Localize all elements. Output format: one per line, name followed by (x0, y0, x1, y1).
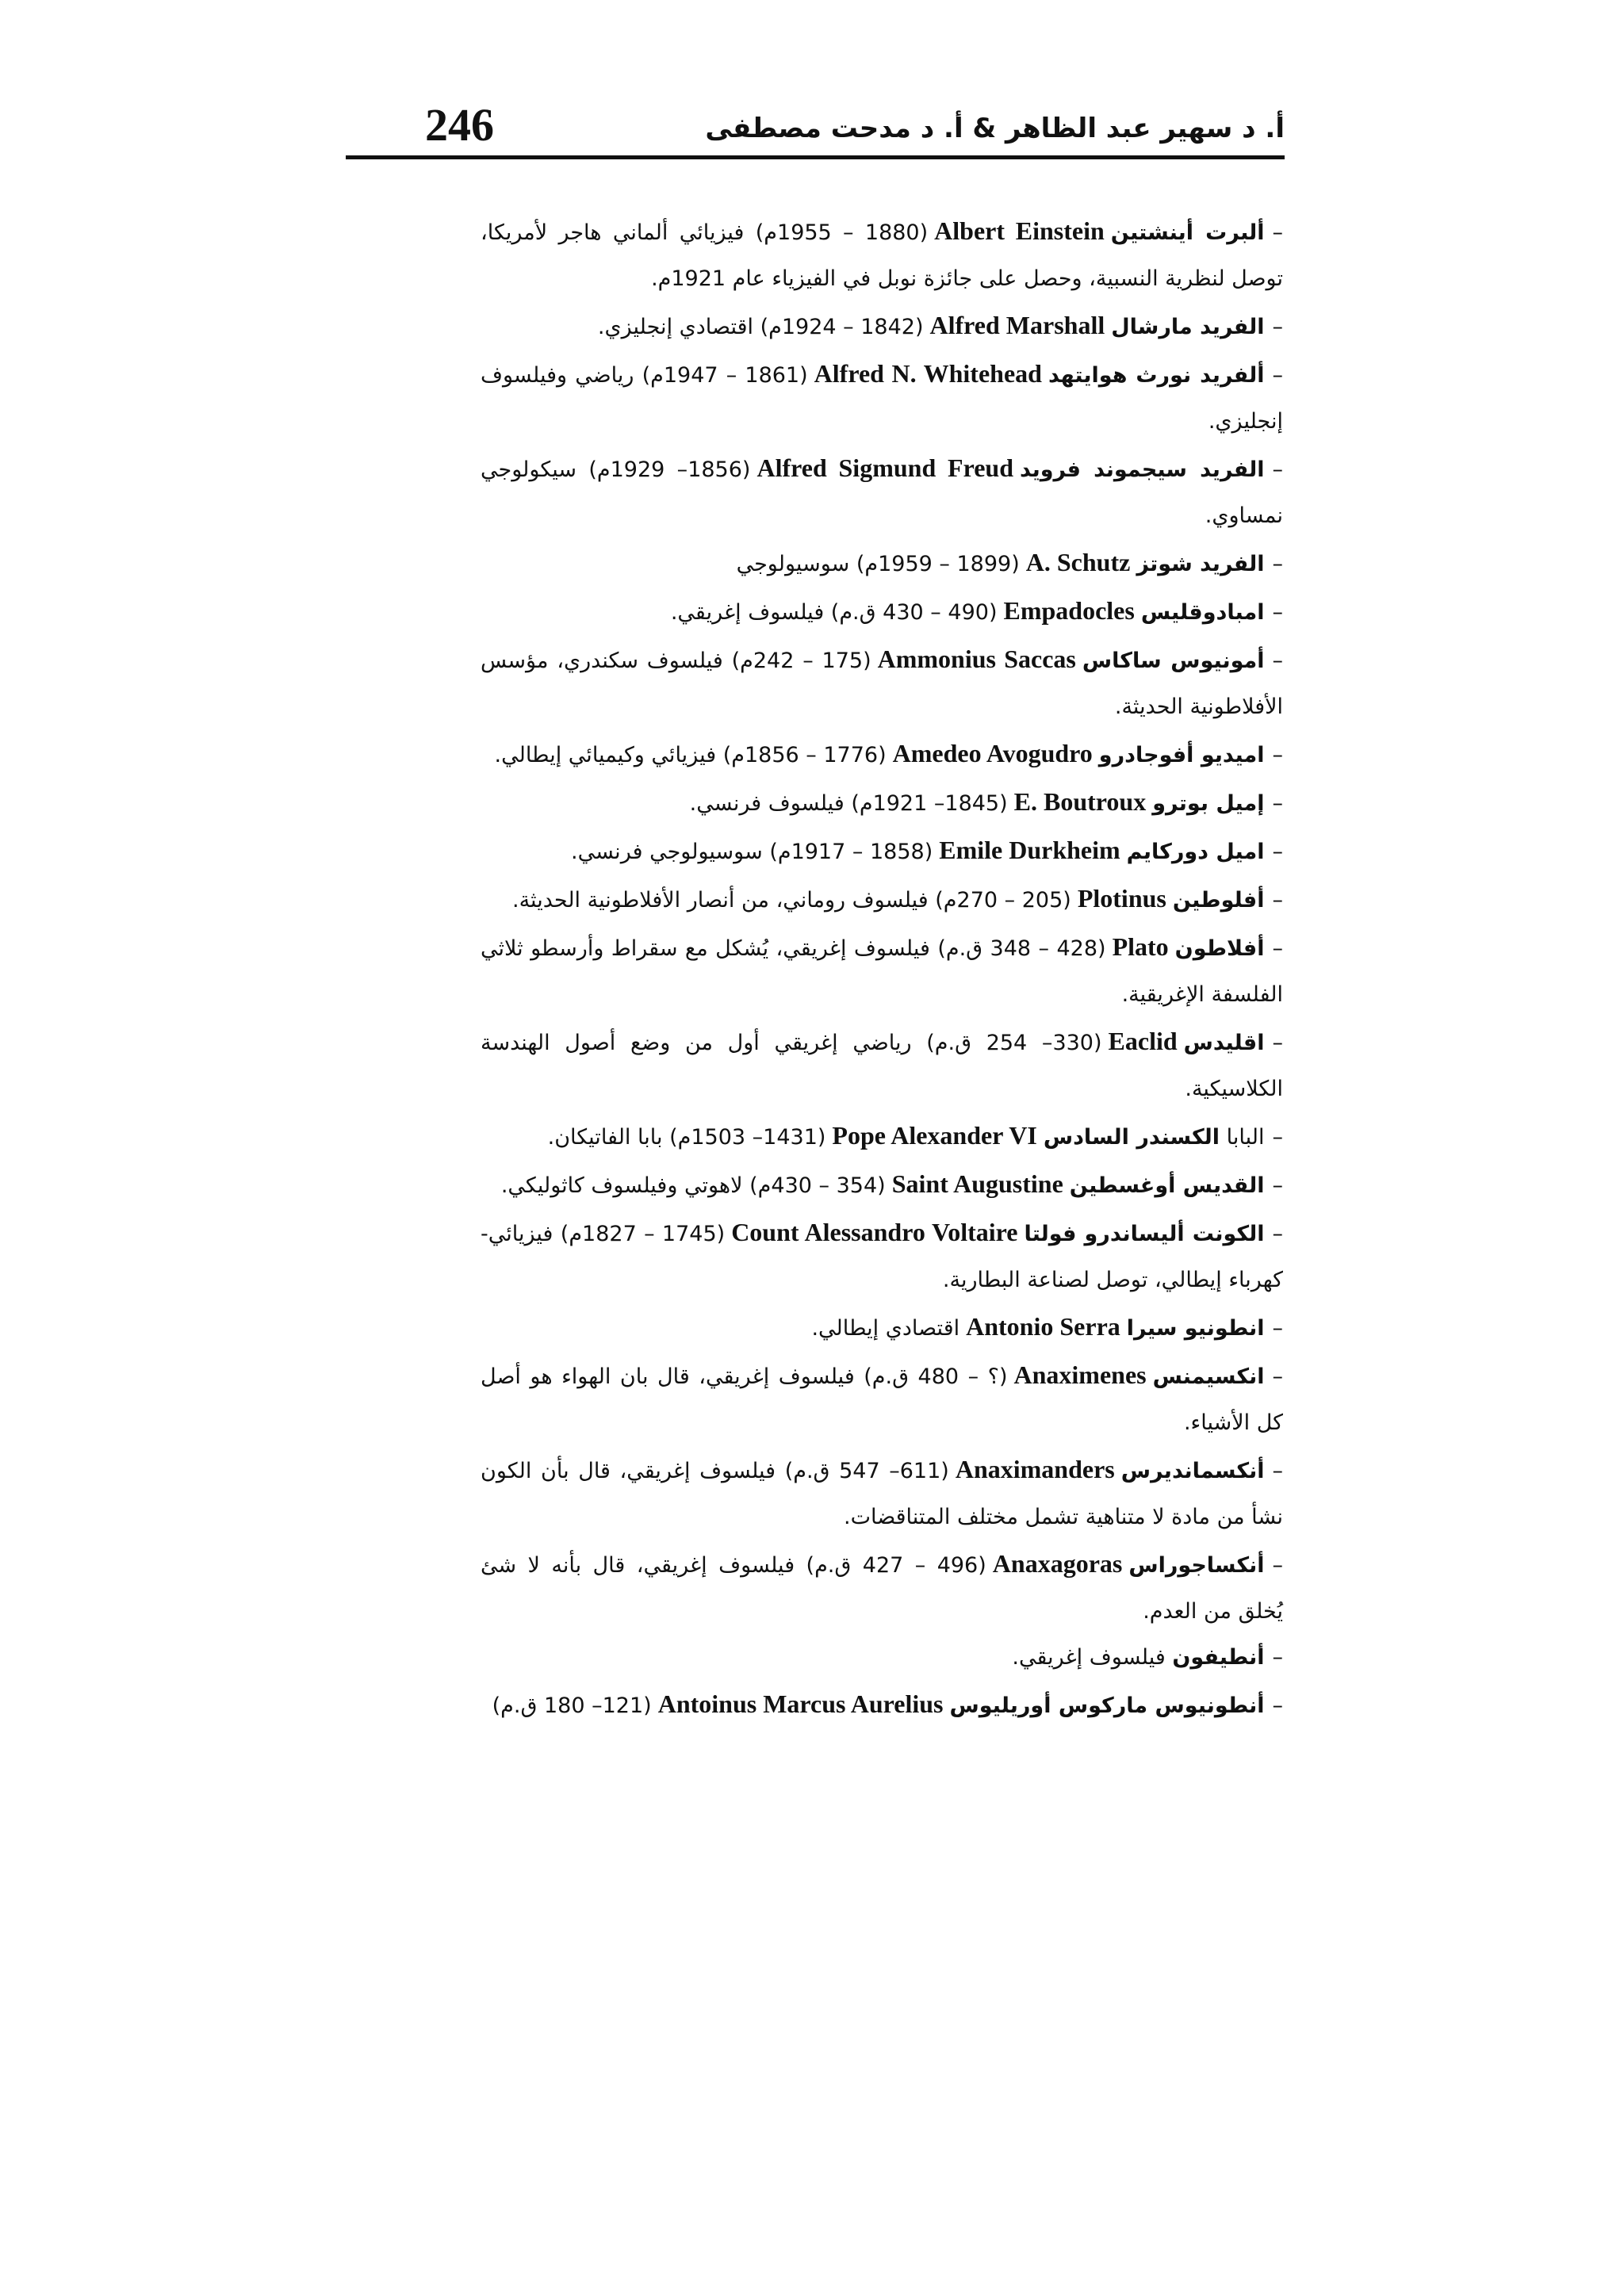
glossary-entry (481, 208, 1283, 302)
glossary-entry (481, 1161, 1283, 1209)
entry-arabic-name: أنكساجوراس (1128, 1553, 1265, 1578)
entry-dash: – (1272, 791, 1283, 816)
entry-latin-name: Plato (1112, 932, 1169, 961)
entry-arabic-name: اميديو أفوجادرو (1098, 743, 1265, 767)
glossary-entry (481, 587, 1283, 636)
entry-description: (354 – 430م) لاهوتي وفيلسوف كاثوليكي. (500, 1173, 886, 1198)
entry-latin-name: A. Schutz (1025, 548, 1131, 576)
entry-arabic-name: امبادوقليس (1140, 600, 1265, 625)
entry-arabic-name: الفريد مارشال (1111, 315, 1265, 339)
entry-arabic-name: القديس أوغسطين (1069, 1173, 1265, 1198)
entry-latin-name: Amedeo Avogudro (892, 739, 1093, 767)
entry-description: (205 – 270م) فيلسوف روماني، من أنصار الأفلاطونية الحديثة. (512, 888, 1071, 913)
entry-dash: – (1272, 840, 1283, 864)
entry-latin-name: Alfred N. Whitehead (814, 359, 1042, 388)
entry-description: (496 – 427 ق.م) فيلسوف إغريقي، قال بأنه لا شئ يُخلق من العدم. (481, 1553, 1283, 1624)
entry-dash: – (1272, 936, 1283, 961)
entry-description: (330– 254 ق.م) رياضي إغريقي أول من وضع أصول الهندسة الكلاسيكية. (481, 1031, 1283, 1101)
glossary-entry (481, 875, 1283, 924)
entry-dash: – (1272, 1693, 1283, 1718)
page-number: 246 (425, 99, 494, 151)
entry-description: (1431– 1503م) بابا الفاتيكان. (547, 1125, 826, 1150)
entry-arabic-name: الكونت أليساندرو فولتا (1024, 1222, 1265, 1246)
entry-description: (1861 – 1947م) رياضي وفيلسوف إنجليزي. (481, 363, 1283, 434)
entry-description: (490 – 430 ق.م) فيلسوف إغريقي. (670, 600, 998, 625)
glossary-entry (481, 924, 1283, 1018)
entry-dash: – (1272, 220, 1284, 245)
glossary-entry (481, 539, 1283, 587)
entry-latin-name: Anaximenes (1013, 1360, 1147, 1389)
glossary-entry (481, 1681, 1283, 1729)
glossary-entry (481, 1112, 1283, 1161)
glossary-entry (481, 1635, 1283, 1681)
entry-arabic-name: انطونيو سيرا (1126, 1316, 1265, 1341)
entry-latin-name: Antonio Serra (966, 1312, 1120, 1341)
glossary-entry (481, 730, 1283, 779)
entry-description: (1856– 1929م) سيكولوجي نمساوي. (481, 457, 1283, 528)
entry-description: (1776 – 1856م) فيزيائي وكيميائي إيطالي. (494, 743, 887, 767)
entry-arabic-name: أنكسمانديرس (1120, 1459, 1265, 1483)
entry-dash: – (1272, 457, 1283, 482)
entry-arabic-name: اميل دوركايم (1126, 840, 1265, 864)
entry-dash: – (1272, 1364, 1283, 1389)
entry-description: (121– 180 ق.م) (492, 1693, 652, 1718)
entry-latin-name: Albert Einstein (934, 216, 1105, 245)
glossary-entry (481, 779, 1283, 827)
entry-dash: – (1272, 649, 1284, 673)
entry-latin-name: Alfred Marshall (929, 311, 1105, 339)
entry-dash: – (1272, 1031, 1283, 1055)
entry-description: (1845– 1921م) فيلسوف فرنسي. (689, 791, 1008, 816)
entry-arabic-name: ألبرت أينشتين (1110, 220, 1265, 245)
entry-arabic-name: الفريد شوتز (1136, 552, 1265, 576)
glossary-entry (481, 1352, 1283, 1446)
entry-latin-name: Plotinus (1077, 884, 1166, 913)
entry-dash: – (1272, 1173, 1283, 1198)
header-rule (346, 155, 1285, 159)
running-head-authors: أ. د سهير عبد الظاهر & أ. د مدحت مصطفى (705, 113, 1285, 144)
entry-latin-name: Anaximanders (955, 1455, 1115, 1483)
entry-description: (611– 547 ق.م) فيلسوف إغريقي، قال بأن الكون نشأ من مادة لا متناهية تشمل مختلف المتناقضات. (481, 1459, 1283, 1529)
entry-description: (428 – 348 ق.م) فيلسوف إغريقي، يُشكل مع سقراط وأرسطو ثلاثي الفلسفة الإغريقية. (481, 936, 1283, 1007)
entry-description: اقتصادي إيطالي. (811, 1316, 960, 1341)
glossary-entry (481, 302, 1283, 350)
entry-latin-name: Alfred Sigmund Freud (756, 453, 1013, 482)
entry-latin-name: Eaclid (1108, 1027, 1178, 1055)
page-header (346, 95, 1285, 162)
entry-arabic-name: أنطونيوس ماركوس أوريليوس (949, 1693, 1265, 1718)
entry-latin-name: Ammonius Saccas (877, 645, 1076, 673)
entry-dash: – (1272, 1222, 1283, 1246)
entry-arabic-name: إميل بوترو (1152, 791, 1265, 816)
entry-description: (؟ – 480 ق.م) فيلسوف إغريقي، قال بان الهواء هو أصل كل الأشياء. (481, 1364, 1283, 1435)
glossary-entry (481, 350, 1283, 445)
entry-dash: – (1272, 600, 1283, 625)
entry-dash: – (1272, 1316, 1283, 1341)
glossary-entry (481, 1303, 1283, 1352)
glossary-entries (481, 208, 1283, 1729)
entry-latin-name: Pope Alexander VI (832, 1121, 1037, 1150)
entry-latin-name: Antoinus Marcus Aurelius (657, 1689, 944, 1718)
entry-dash: – (1272, 1459, 1283, 1483)
entry-description: (1745 – 1827م) فيزيائي- كهرباء إيطالي، توصل لصناعة البطارية. (481, 1222, 1283, 1292)
entry-latin-name: Anaxagoras (992, 1549, 1123, 1578)
entry-arabic-name: انكسيمنس (1152, 1364, 1265, 1389)
entry-dash: – (1272, 888, 1283, 913)
entry-arabic-name: أمونيوس ساكاس (1082, 649, 1265, 673)
glossary-entry (481, 1540, 1283, 1635)
entry-prefix: البابا (1226, 1125, 1265, 1150)
entry-description: (1842 – 1924م) اقتصادي إنجليزي. (597, 315, 924, 339)
entry-dash: – (1272, 552, 1283, 576)
entry-latin-name: E. Boutroux (1013, 787, 1147, 816)
glossary-entry (481, 636, 1283, 730)
entry-latin-name: Count Alessandro Voltaire (731, 1218, 1018, 1246)
glossary-entry (481, 1018, 1283, 1112)
entry-arabic-name: الكسندر السادس (1043, 1125, 1220, 1150)
entry-dash: – (1272, 315, 1283, 339)
entry-arabic-name: أفلوطين (1172, 888, 1265, 913)
entry-arabic-name: اقليدس (1183, 1031, 1265, 1055)
entry-arabic-name: الفريد سيجموند فرويد (1019, 457, 1265, 482)
entry-arabic-name: أفلاطون (1174, 936, 1265, 961)
entry-dash: – (1272, 1553, 1283, 1578)
entry-dash: – (1272, 1645, 1283, 1670)
glossary-entry (481, 445, 1283, 539)
glossary-entry (481, 1446, 1283, 1540)
entry-dash: – (1272, 743, 1283, 767)
entry-arabic-name: أنطيفون (1172, 1645, 1265, 1670)
entry-latin-name: Emile Durkheim (939, 836, 1120, 864)
glossary-entry (481, 1209, 1283, 1303)
entry-dash: – (1272, 363, 1284, 388)
entry-description: (1899 – 1959م) سوسيولوجي (736, 552, 1020, 576)
entry-description: (1858 – 1917م) سوسيولوجي فرنسي. (571, 840, 933, 864)
entry-description: فيلسوف إغريقي. (1012, 1645, 1166, 1670)
entry-latin-name: Empadocles (1003, 596, 1135, 625)
entry-description: (175 – 242م) فيلسوف سكندري، مؤسس الأفلاطونية الحديثة. (481, 649, 1283, 719)
entry-latin-name: Saint Augustine (891, 1169, 1063, 1198)
entry-dash: – (1272, 1125, 1283, 1150)
entry-description: (1880 – 1955م) فيزيائي ألماني هاجر لأمريكا، توصل لنظرية النسبية، وحصل على جائزة نوبل في الفيزياء عام 1921م. (481, 220, 1283, 291)
glossary-entry (481, 827, 1283, 875)
entry-arabic-name: ألفريد نورث هوايتهد (1048, 363, 1265, 388)
